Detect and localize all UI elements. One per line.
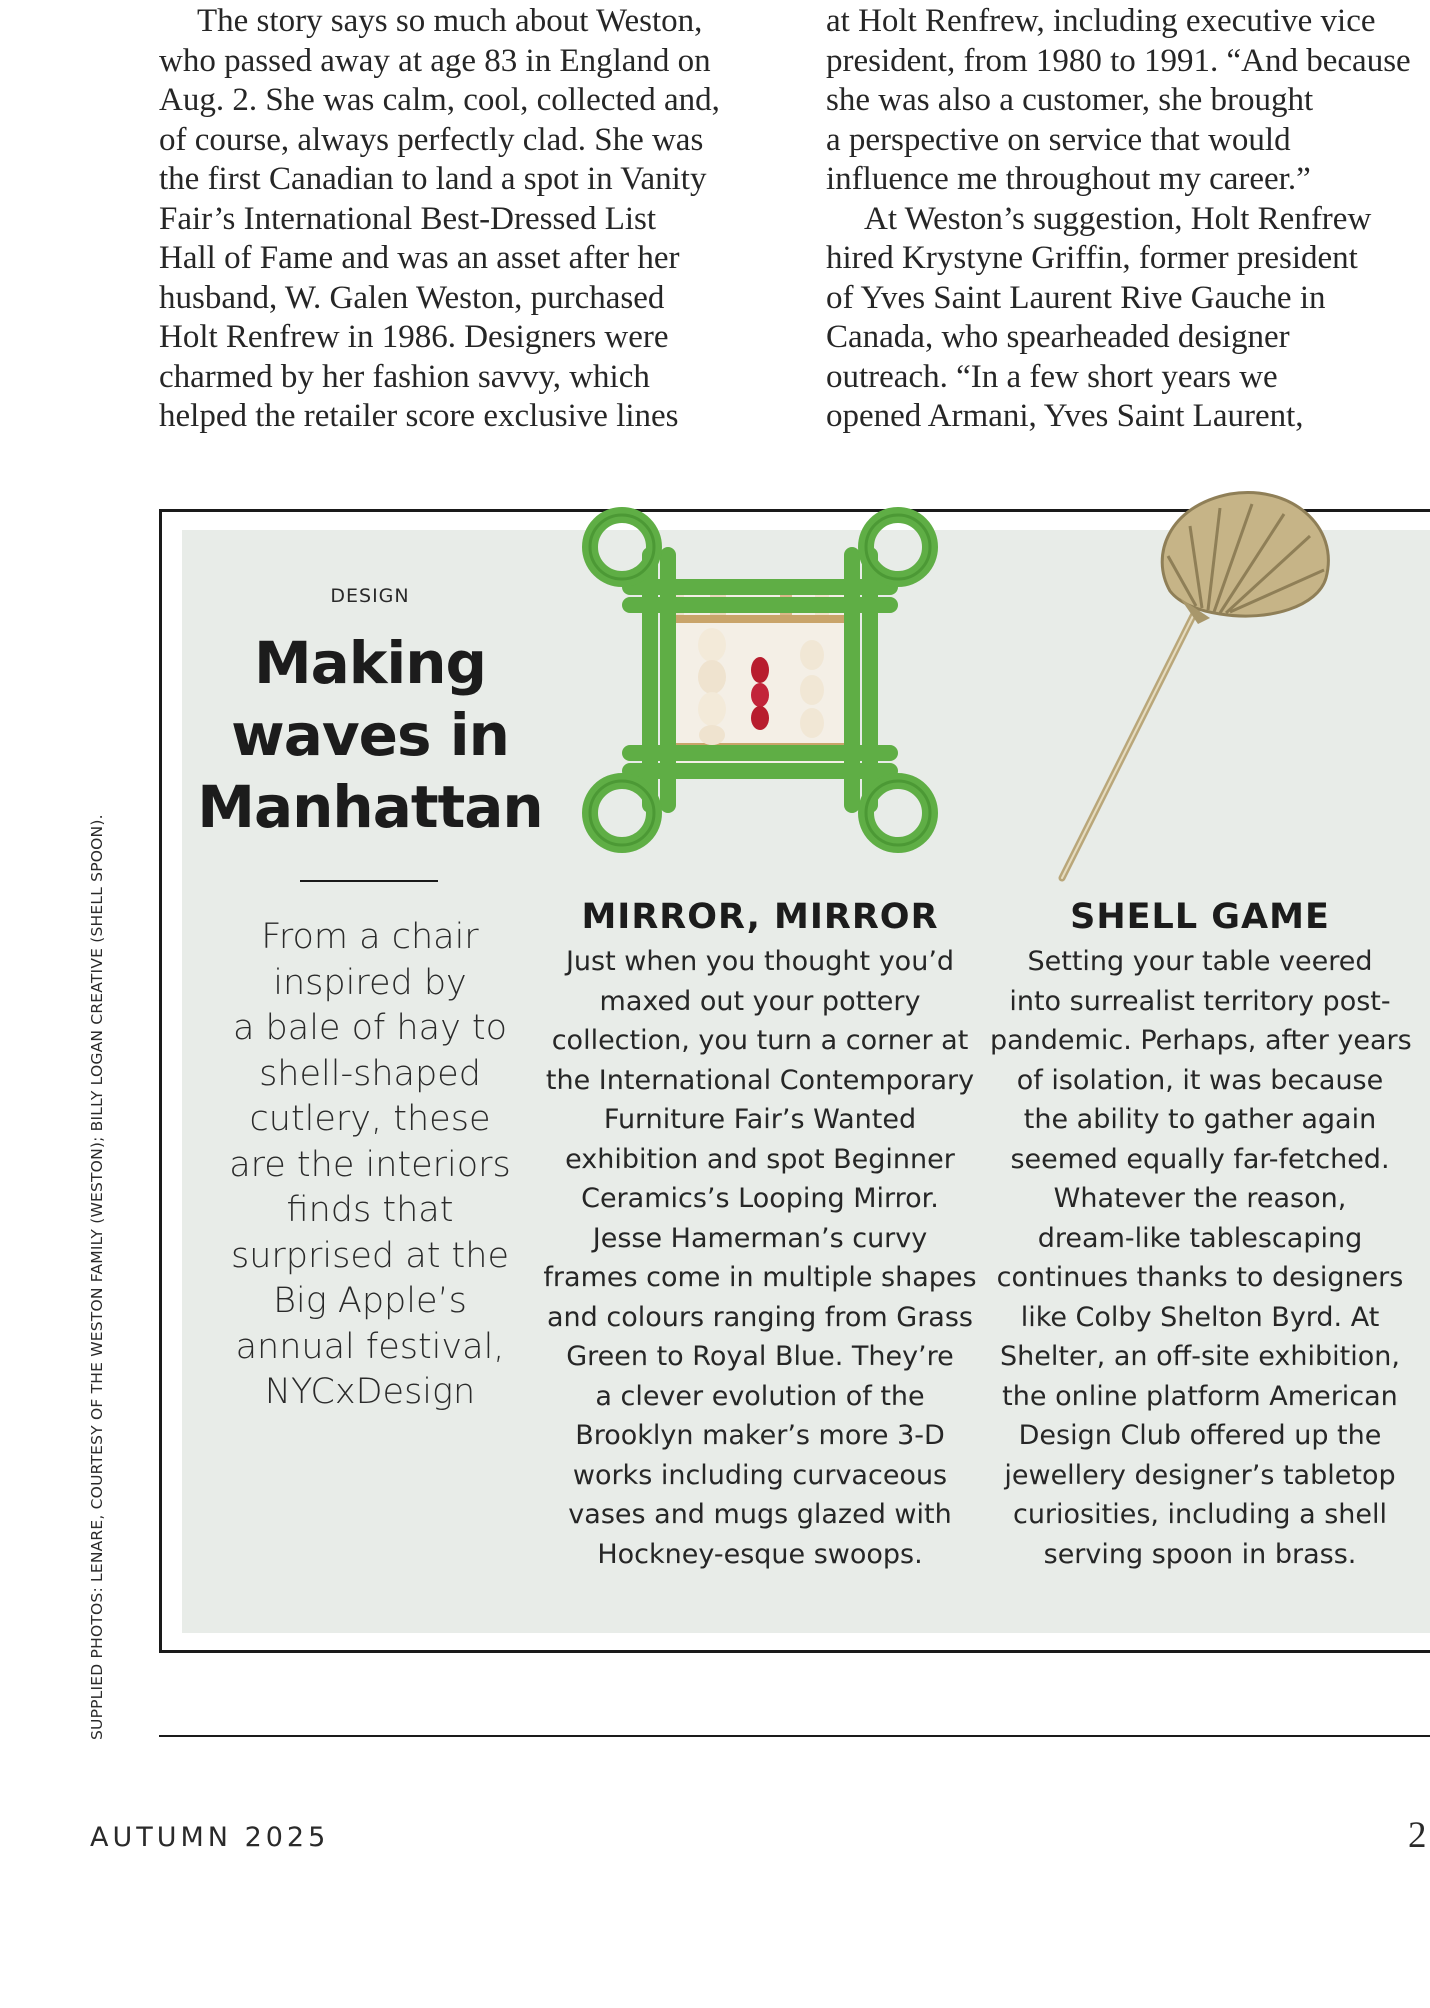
mirror-item-body <box>540 942 980 1574</box>
story-line: of Yves Saint Laurent Rive Gauche in <box>826 279 1326 316</box>
body-line: dream-like tablescaping <box>1037 1222 1363 1254</box>
body-line: like Colby Shelton Byrd. At <box>1020 1301 1380 1333</box>
looping-mirror-image <box>570 495 950 865</box>
intro-line: NYCxDesign <box>264 1372 476 1412</box>
story-line: Canada, who spearheaded designer <box>826 319 1290 355</box>
body-line: Green to Royal Blue. They’re <box>566 1341 954 1372</box>
body-line: frames come in multiple shapes <box>543 1262 977 1293</box>
headline-line: waves in <box>231 701 509 769</box>
body-line: curiosities, including a shell <box>1012 1499 1388 1530</box>
body-line: pandemic. Perhaps, after years <box>990 1025 1412 1056</box>
body-line: Brooklyn maker’s more 3-D <box>575 1420 945 1451</box>
intro-line: surprised at the <box>231 1235 509 1276</box>
body-line: Jesse Hamerman’s curvy <box>592 1222 928 1254</box>
body-line: vases and mugs glazed with <box>568 1499 952 1530</box>
story-line: charmed by her fashion savvy, which <box>159 358 650 395</box>
body-line: the International Contemporary <box>545 1064 975 1096</box>
body-line: jewellery designer’s tabletop <box>1004 1459 1396 1491</box>
body-line: serving spoon in brass. <box>1043 1538 1357 1570</box>
body-line: Setting your table veered <box>1027 946 1373 977</box>
intro-line: From a chair <box>261 917 479 957</box>
body-line: into surrealist territory post- <box>1009 985 1391 1017</box>
story-line: president, from 1980 to 1991. “And because <box>826 42 1411 79</box>
intro-line: annual festival, <box>235 1326 505 1367</box>
story-line: Holt Renfrew in 1986. Designers were <box>159 319 669 355</box>
story-line: outreach. “In a few short years we <box>826 358 1278 395</box>
story-line: influence me throughout my career.” <box>826 161 1311 197</box>
story-right-column <box>826 2 1430 437</box>
body-line: and colours ranging from Grass <box>547 1301 973 1333</box>
body-line: Just when you thought you’d <box>565 946 955 977</box>
body-line: seemed equally far-fetched. <box>1010 1143 1390 1175</box>
story-line: of course, always perfectly clad. She was <box>159 121 704 158</box>
story-line: The story says so much about Weston, <box>197 3 703 39</box>
intro-line: finds that <box>286 1190 454 1230</box>
story-line: At Weston’s suggestion, Holt Renfrew <box>864 200 1372 237</box>
story-line: husband, W. Galen Weston, purchased <box>159 279 665 316</box>
body-line: continues thanks to designers <box>996 1262 1404 1293</box>
body-line: a clever evolution of the <box>595 1380 925 1412</box>
body-line: the ability to gather again <box>1023 1104 1377 1135</box>
body-line: Whatever the reason, <box>1053 1183 1347 1214</box>
story-line: at Holt Renfrew, including executive vice <box>826 3 1376 39</box>
body-line: works including curvaceous <box>572 1459 948 1491</box>
shell-item-title: SHELL GAME <box>1070 897 1330 937</box>
story-line: hired Krystyne Griffin, former president <box>826 240 1358 276</box>
issue-season: AUTUMN 2025 <box>90 1822 330 1853</box>
intro-line: are the interiors <box>229 1144 511 1185</box>
story-line: a perspective on service that would <box>826 121 1291 158</box>
shell-item-body <box>990 942 1410 1574</box>
feature-intro <box>214 915 526 1416</box>
body-line: Shelter, an off-site exhibition, <box>1000 1341 1400 1372</box>
story-line: Hall of Fame and was an asset after her <box>159 240 680 276</box>
intro-line: Big Apple’s <box>273 1281 467 1321</box>
story-line: she was also a customer, she brought <box>826 82 1314 118</box>
story-line: opened Armani, Yves Saint Laurent, <box>826 398 1304 434</box>
page-number: 2 <box>1408 1815 1427 1856</box>
intro-line: a bale of hay to <box>232 1008 508 1048</box>
headline-divider <box>300 880 438 882</box>
body-line: Design Club offered up the <box>1018 1420 1382 1451</box>
mirror-item-title: MIRROR, MIRROR <box>581 897 939 937</box>
body-line: maxed out your pottery <box>599 985 921 1017</box>
story-line: Aug. 2. She was calm, cool, collected and, <box>159 82 720 118</box>
story-line: helped the retailer score exclusive lines <box>159 398 679 434</box>
body-line: exhibition and spot Beginner <box>565 1143 955 1175</box>
body-line: of isolation, it was because <box>1016 1064 1384 1096</box>
body-line: the online platform American <box>1002 1380 1398 1412</box>
story-line: Fair’s International Best-Dressed List <box>159 200 657 237</box>
story-line: who passed away at age 83 in England on <box>159 42 711 79</box>
section-kicker: DESIGN <box>330 585 410 607</box>
headline-line: Making <box>253 629 487 697</box>
intro-line: inspired by <box>273 962 467 1003</box>
intro-line: shell-shaped <box>259 1053 481 1094</box>
feature-headline <box>196 627 544 843</box>
footer-divider <box>159 1735 1430 1737</box>
intro-line: cutlery, these <box>249 1099 491 1139</box>
photo-credit: SUPPLIED PHOTOS: LENARE, COURTESY OF THE WESTON FAMILY (WESTON); BILLY LOGAN CREATIVE (SHELL SPOON). <box>88 814 106 1740</box>
story-left-column <box>159 2 799 437</box>
body-line: collection, you turn a corner at <box>551 1025 969 1056</box>
body-line: Furniture Fair’s Wanted <box>603 1104 917 1135</box>
body-line: Hockney-esque swoops. <box>597 1538 923 1570</box>
body-line: Ceramics’s Looping Mirror. <box>581 1183 939 1214</box>
shell-spoon-image <box>1040 486 1370 886</box>
story-line: the first Canadian to land a spot in Vanity <box>159 161 707 197</box>
headline-line: Manhattan <box>197 773 543 841</box>
